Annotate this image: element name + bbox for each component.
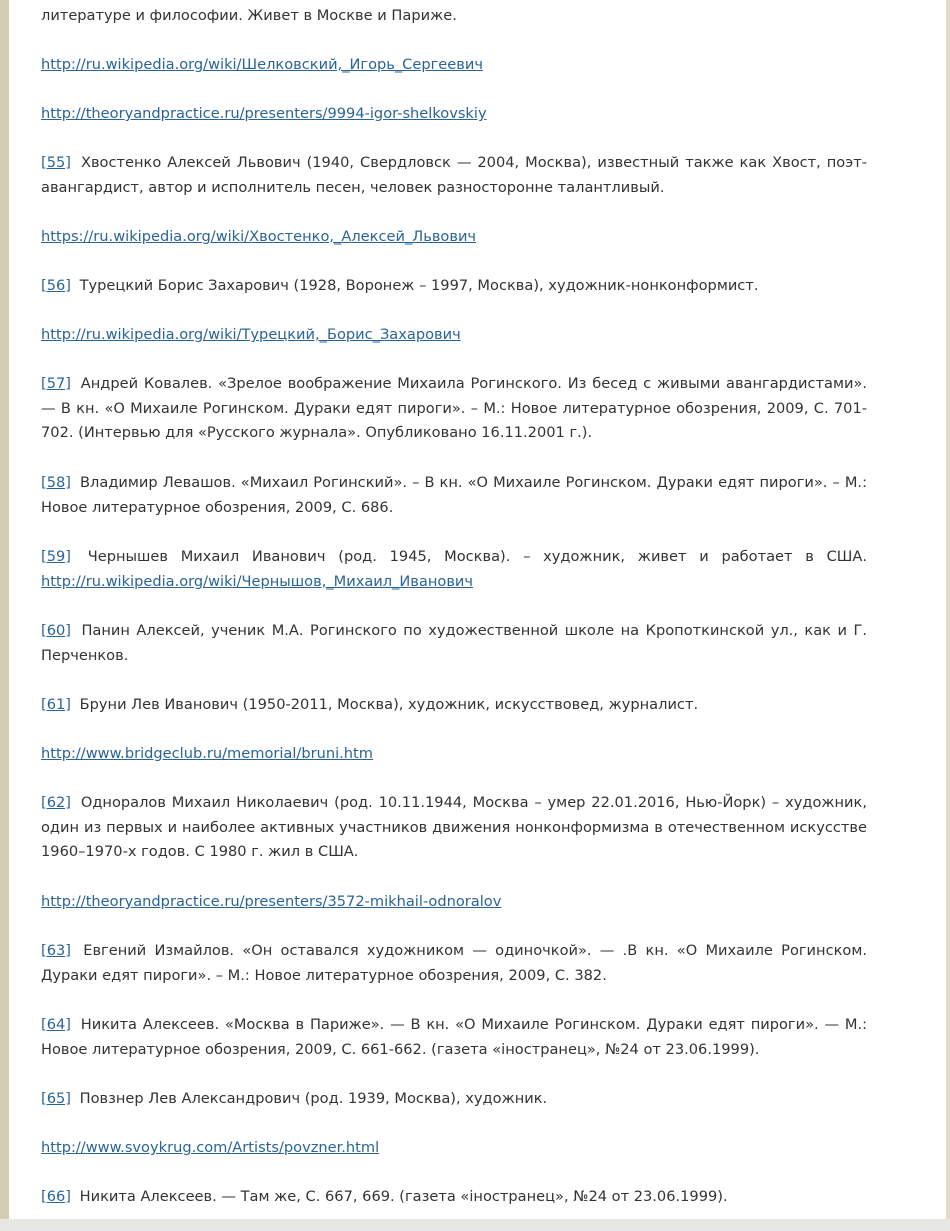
footnote-text: Евгений Измайлов. «Он оставался художником — одиночкой». — .В кн. «О Михаиле Рогинском. Дураки едят пироги». – М.: Новое литературное обозрения, 2009, С. 382. [41, 942, 868, 984]
footnote-text: Повзнер Лев Александрович (род. 1939, Москва), художник. [79, 1090, 548, 1107]
page-left-border [0, 0, 9, 1231]
footnote-ref-63[interactable]: [63] [41, 942, 71, 959]
footnote-text: Чернышев Михаил Иванович (род. 1945, Москва). – художник, живет и работает в США. [87, 548, 868, 565]
footnote-ref-57[interactable]: [57] [41, 375, 71, 392]
odnoralov-tap-link[interactable]: http://theoryandpractice.ru/presenters/3572-mikhail-odnoralov [41, 893, 502, 910]
footnote-64 [41, 1013, 867, 1062]
footnote-text: Владимир Левашов. «Михаил Рогинский». – В кн. «О Михаиле Рогинском. Дураки едят пироги». – М.: Новое литературное обозрения, 2009, С. 686. [41, 474, 867, 516]
link-paragraph [41, 570, 867, 595]
page-bottom-strip [0, 1219, 950, 1231]
footnote-58 [41, 471, 867, 520]
footnote-text: Никита Алексеев. «Москва в Париже». — В кн. «О Михаиле Рогинском. Дураки едят пироги». — М.: Новое литературное обозрения, 2009, С. 661-662. (газета «iностранец», №24 от 23.06.1999). [41, 1016, 868, 1058]
intro-text: литературе и философии. Живет в Москве и Париже. [41, 7, 457, 24]
footnote-text: Панин Алексей, ученик М.А. Рогинского по художественной школе на Кропоткинской ул., как и Г. Перченков. [41, 622, 867, 664]
page-right-border [946, 0, 950, 1231]
footnote-text: Хвостенко Алексей Львович (1940, Свердловск — 2004, Москва), известный также как Хвост, поэт-авангардист, автор и исполнитель песен, человек разносторонне талантливый. [41, 154, 868, 196]
footnote-ref-56[interactable]: [56] [41, 277, 71, 294]
povzner-link[interactable]: http://www.svoykrug.com/Artists/povzner.html [41, 1139, 380, 1156]
footnote-57 [41, 372, 867, 446]
link-paragraph [41, 1136, 867, 1161]
footnote-text: Бруни Лев Иванович (1950-2011, Москва), художник, искусствовед, журналист. [79, 696, 699, 713]
link-paragraph [41, 742, 867, 767]
footnote-63 [41, 939, 867, 988]
footnote-ref-62[interactable]: [62] [41, 794, 71, 811]
footnote-ref-59[interactable]: [59] [41, 548, 71, 565]
footnote-60 [41, 619, 867, 668]
footnote-ref-60[interactable]: [60] [41, 622, 71, 639]
bruni-link[interactable]: http://www.bridgeclub.ru/memorial/bruni.htm [41, 745, 373, 762]
link-paragraph [41, 890, 867, 915]
footnote-55 [41, 151, 867, 200]
footnote-62 [41, 791, 867, 865]
footnote-text: Андрей Ковалев. «Зрелое воображение Михаила Рогинского. Из бесед с живыми авангардистами». — В кн. «О Михаиле Рогинском. Дураки едят пироги». – М.: Новое литературное обозрения, 2009, С. 701-702. (Интервью для «Русского журнала». Опубликовано 16.11.2001 г.). [41, 375, 868, 442]
link-paragraph [41, 102, 867, 127]
footnote-ref-64[interactable]: [64] [41, 1016, 71, 1033]
link-paragraph [41, 225, 867, 250]
footnote-text: Никита Алексеев. — Там же, С. 667, 669. (газета «iностранец», №24 от 23.06.1999). [79, 1188, 728, 1205]
link-paragraph [41, 323, 867, 348]
footnote-ref-61[interactable]: [61] [41, 696, 71, 713]
footnote-ref-66[interactable]: [66] [41, 1188, 71, 1205]
footnote-56 [41, 274, 867, 299]
khvostenko-wiki-link[interactable]: https://ru.wikipedia.org/wiki/Хвостенко,_Алексей_Львович [41, 228, 477, 245]
turetsky-wiki-link[interactable]: http://ru.wikipedia.org/wiki/Турецкий,_Борис_Захарович [41, 326, 461, 343]
footnote-61 [41, 693, 867, 718]
footnote-ref-55[interactable]: [55] [41, 154, 71, 171]
footnote-66 [41, 1185, 867, 1210]
footnote-ref-58[interactable]: [58] [41, 474, 71, 491]
footnote-59 [41, 545, 867, 570]
footnote-ref-65[interactable]: [65] [41, 1090, 71, 1107]
link-paragraph [41, 53, 867, 78]
chernyshev-wiki-link[interactable]: http://ru.wikipedia.org/wiki/Чернышов,_Михаил_Иванович [41, 573, 474, 590]
shelkovsky-wiki-link[interactable]: http://ru.wikipedia.org/wiki/Шелковский,_Игорь_Сергеевич [41, 56, 483, 73]
footnote-text: Турецкий Борис Захарович (1928, Воронеж – 1997, Москва), художник-нонконформист. [79, 277, 759, 294]
footnote-65 [41, 1087, 867, 1112]
shelkovsky-tap-link[interactable]: http://theoryandpractice.ru/presenters/9994-igor-shelkovskiy [41, 105, 487, 122]
footnote-text: Одноралов Михаил Николаевич (род. 10.11.1944, Москва – умер 22.01.2016, Нью-Йорк) – художник, один из первых и наиболее активных участников движения нонконформизма в отечественном искусстве 1960–1970-х годов. С 1980 г. жил в США. [41, 794, 867, 861]
